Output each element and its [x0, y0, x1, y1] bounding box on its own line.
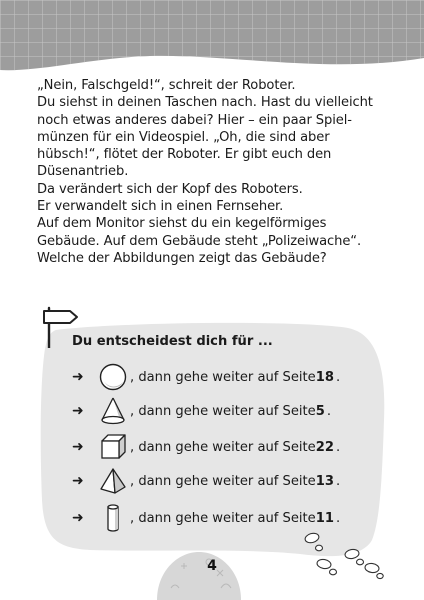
- arrow-right-icon: ➜: [72, 369, 84, 385]
- choice-end: .: [335, 473, 341, 489]
- story-line: Düsenantrieb.: [37, 164, 129, 180]
- story-line: Du siehst in deinen Taschen nach. Hast du vielleicht: [37, 95, 373, 111]
- choices-heading: Du entscheidest dich für ...: [72, 334, 273, 349]
- story-line: Welche der Abbildungen zeigt das Gebäude?: [37, 250, 327, 266]
- choice-page-number: 13: [315, 473, 334, 489]
- story-line: hübsch!“, flötet der Roboter. Er gibt euch den: [37, 147, 332, 163]
- arrow-right-icon: ➜: [72, 473, 84, 489]
- story-line: noch etwas anderes dabei? Hier – ein paar Spiel-: [37, 112, 352, 128]
- choice-text: , dann gehe weiter auf Seite: [130, 510, 316, 526]
- choice-text: , dann gehe weiter auf Seite: [130, 439, 316, 455]
- cylinder-icon: [98, 503, 128, 533]
- choice-end: .: [326, 403, 332, 419]
- choice-page-number: 22: [315, 439, 334, 455]
- story-line: Er verwandelt sich in einen Fernseher.: [37, 199, 284, 215]
- arrow-right-icon: ➜: [72, 510, 84, 526]
- header-grid-band: [0, 0, 424, 80]
- choice-page-number: 11: [315, 510, 334, 526]
- choice-item[interactable]: [72, 396, 331, 426]
- pyramid-icon: [98, 466, 128, 496]
- choice-end: .: [335, 510, 341, 526]
- story-line: „Nein, Falschgeld!“, schreit der Roboter.: [37, 78, 296, 93]
- choice-item[interactable]: [72, 466, 340, 496]
- cube-icon: [98, 432, 128, 462]
- arrow-right-icon: ➜: [72, 403, 84, 419]
- choice-page-number: 5: [315, 403, 325, 419]
- story-text: [37, 77, 397, 267]
- choice-item[interactable]: [72, 432, 340, 462]
- story-line: Gebäude. Auf dem Gebäude steht „Polizeiwache“.: [37, 233, 362, 249]
- arrow-right-icon: ➜: [72, 439, 84, 455]
- choice-text: , dann gehe weiter auf Seite: [130, 403, 316, 419]
- choice-page-number: 18: [315, 369, 334, 385]
- choice-text: , dann gehe weiter auf Seite: [130, 473, 316, 489]
- cone-icon: [98, 396, 128, 426]
- choice-end: .: [335, 369, 341, 385]
- page-number: 4: [207, 558, 217, 574]
- choice-end: .: [335, 439, 341, 455]
- story-line: Auf dem Monitor siehst du ein kegelförmiges: [37, 216, 327, 232]
- story-line: münzen für ein Videospiel. „Oh, die sind aber: [37, 129, 330, 145]
- sphere-icon: [98, 362, 128, 392]
- choice-text: , dann gehe weiter auf Seite: [130, 369, 316, 385]
- page-number-badge: [151, 548, 247, 600]
- choice-item[interactable]: [72, 362, 340, 392]
- story-line: Da verändert sich der Kopf des Roboters.: [37, 181, 303, 197]
